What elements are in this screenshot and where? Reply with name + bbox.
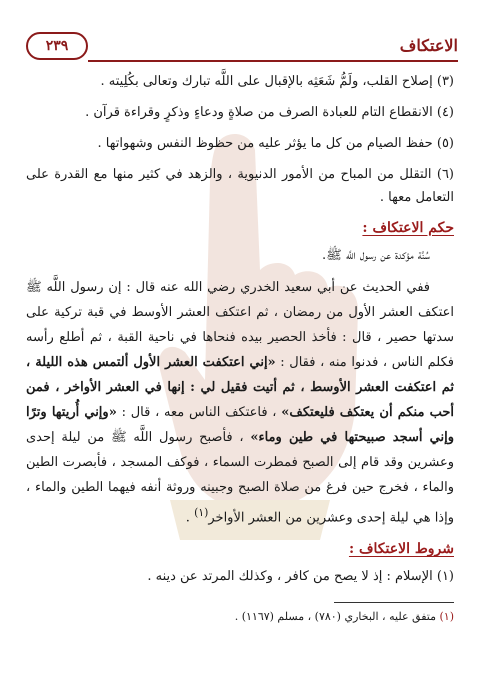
footnote: [26, 608, 454, 626]
conditions-heading: شروط الاعتكاف :: [348, 541, 454, 558]
hadith-quote-2: «وإني أُريتها وترًا وإني أسجد صبيحتها في طين وماء»: [26, 405, 455, 445]
hadith-paragraph: [26, 275, 454, 530]
footnote-mark: (١): [439, 610, 454, 623]
list-item-6: (٦) التقلل من المباح من الأمور الدنيوية ، والزهد في كثير منها مع القدرة على التعامل معها .: [26, 167, 454, 205]
list-item-5: (٥) حفظ الصيام من كل ما يؤثر عليه من حظوظ النفس وشهواتها .: [97, 136, 454, 151]
footnote-reference[interactable]: (١): [194, 506, 209, 519]
hadith-quote-1: «إني اعتكفت العشر الأول ألتمس هذه الليلة ، ثم اعتكفت العشر الأوسط ، ثم أتيت فقيل لي : إنها في العشر الأواخر ، فمن أحب منكم أن يعتكف فليعتكف»: [26, 355, 454, 420]
list-item-4: (٤) الانقطاع التام للعبادة الصرف من صلاةٍ ودعاءٍ وذكرٍ وقراءة قرآن .: [85, 105, 454, 120]
page-content: [26, 70, 454, 596]
ruling-text: سُنَّة مؤكدة عن رسول اللَّه ﷺ.: [321, 248, 430, 263]
condition-item-1: (١) الإسلام : إذ لا يصح من كافر ، وكذلك المرتد عن دينه .: [147, 569, 454, 585]
page-number: ٢٣٩: [26, 32, 88, 60]
hadith-middle: ، فاعتكف الناس معه ، قال :: [116, 405, 282, 420]
hadith-end: ، فأصبح رسول اللَّه ﷺ من ليلة إحدى وعشرين وقد قام إلى الصبح فمطرت السماء ، فوكف المسجد ، فأبصرت الطين والماء ، فخرج حين فرغ من صلاة الصبح وجبينه وروثة أنفه فيهما الطين والماء ، وإذا هي ليلة إحدى وعشرين من العشر الأواخر: [26, 430, 454, 526]
running-title: الاعتكاف: [399, 36, 458, 55]
footnote-text: متفق عليه ، البخاري (٧٨٠) ، مسلم (١١٦٧) .: [234, 610, 440, 623]
ruling-heading: حكم الاعتكاف :: [362, 220, 454, 236]
list-item-3: (٣) إصلاح القلب، ولَمُّ شَعَثِه بالإقبال على اللَّه تبارك وتعالى بكُلِيته .: [100, 74, 454, 89]
hadith-intro: ففي الحديث عن أبي سعيد الخدري رضي الله عنه قال : إن رسول اللَّه ﷺ اعتكف العشر الأول من رمضان ، ثم اعتكف العشر الأوسط في قبة تركية على سدتها حصير ، قال : فأخذ الحصير بيده فنحاها في ناحية القبة ، ثم أطلع رأسه فكلم الناس ، فدنوا منه ، فقال :: [26, 280, 454, 370]
hadith-closing: .: [185, 510, 195, 526]
header-rule: [88, 60, 458, 62]
page-header: [22, 30, 458, 62]
footnote-divider: [334, 602, 454, 603]
